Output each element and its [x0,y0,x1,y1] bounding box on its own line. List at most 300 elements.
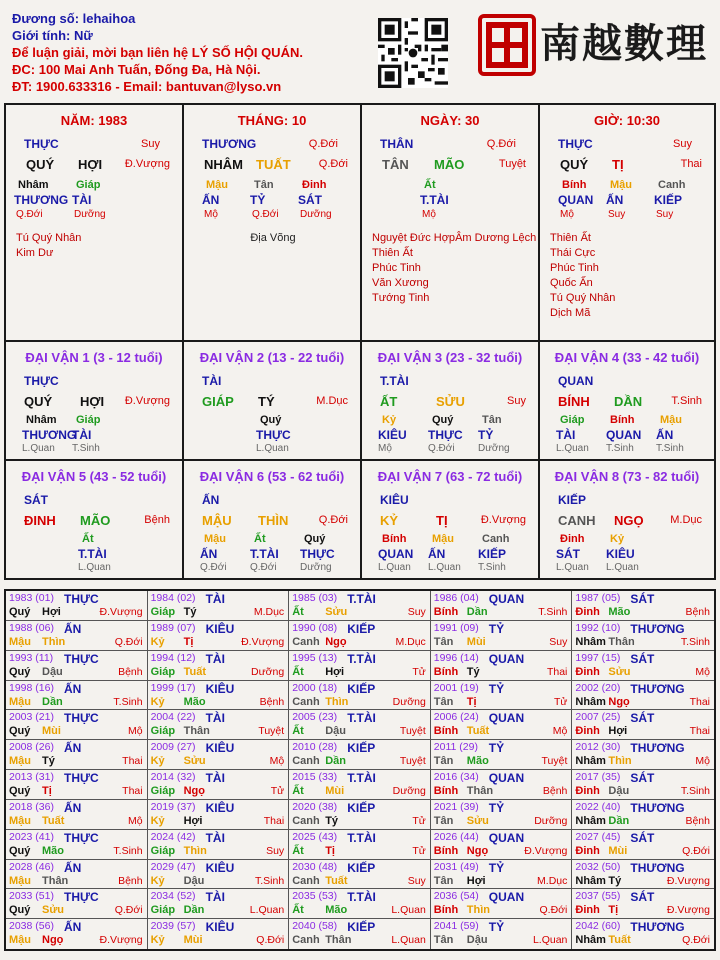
year-label: 1998 (16) [9,681,54,694]
stage: Suy [507,395,526,407]
year-stem: Kỷ [150,814,165,827]
year-branch: Hợi [183,814,203,827]
year-branch: Hợi [42,606,61,618]
heaven-stem: NHÂM [204,157,243,172]
qr-code-icon[interactable] [378,18,448,88]
year-ten-god: QUAN [488,711,525,726]
year-stem: Ất [292,725,304,738]
year-cell[interactable] [6,591,148,621]
year-ten-god: SÁT [630,592,655,606]
hidden-god: THƯƠNG [14,193,69,207]
pillar-cell-3 [540,105,714,342]
phone-email-line[interactable]: ĐT: 1900.633316 - Email: bantuvan@lyso.vn [12,79,282,94]
hidden-stem: Mậu [206,179,228,191]
header-info [12,10,372,95]
year-stage: Đ.Vượng [99,934,143,947]
year-branch: Dậu [608,785,630,797]
year-stage: Dưỡng [534,814,568,827]
dai-van-title: ĐẠI VẬN 3 (23 - 32 tuổi) [377,350,523,365]
year-cell[interactable] [6,770,148,800]
year-label: 2020 (38) [292,800,338,813]
star-item: Địa Võng [250,232,296,244]
hidden-god: KIẾP [654,193,683,207]
year-label: 1997 (15) [575,651,621,664]
year-stage: Thai [122,755,143,768]
hidden-stem: Tân [482,414,502,426]
stage: Đ.Vượng [124,158,170,170]
year-cell[interactable] [289,651,431,681]
year-cell[interactable] [6,919,148,949]
year-ten-god: KIÊU [205,621,235,636]
year-stem: Đinh [575,904,600,917]
year-ten-god: KIẾP [347,860,376,875]
hidden-stage: L.Quan [556,443,589,454]
year-label: 1987 (05) [575,592,621,604]
year-stem: Tân [433,934,454,947]
star-item: Nguyệt Đức Hợp [372,232,456,244]
pillar-cell-2 [362,105,540,342]
year-label: 2035 (53) [292,890,338,903]
year-stage: Đ.Vượng [666,874,710,887]
dai-van-cell-8[interactable] [540,461,714,580]
year-cell[interactable] [431,860,573,890]
year-ten-god: QUAN [488,651,525,666]
year-cell[interactable] [148,710,290,740]
year-stem: Kỷ [150,934,165,947]
hidden-stage: L.Quan [428,562,461,573]
year-stem: Nhâm [575,695,606,708]
year-label: 1983 (01) [9,592,54,604]
year-branch: Tị [325,844,335,857]
year-branch: Ngọ [42,934,64,947]
hidden-stage: Mộ [378,443,392,454]
year-label: 2011 (29) [433,741,478,754]
year-label: 2041 (59) [433,920,479,933]
ten-god: TÀI [202,374,222,388]
dai-van-title: ĐẠI VẬN 8 (73 - 82 tuổi) [554,469,700,484]
year-ten-god: THỰC [64,592,99,606]
year-label: 2040 (58) [292,920,338,933]
year-stage: Tử [553,695,568,708]
stage: Đ.Vượng [480,514,526,526]
hidden-stage: Suy [656,209,674,220]
year-stem: Mậu [9,755,31,768]
heaven-stem: BÍNH [558,394,590,409]
year-stem: Giáp [150,665,176,678]
year-label: 2016 (34) [433,771,479,783]
year-cell[interactable] [148,919,290,949]
year-branch: Sửu [42,904,65,917]
hidden-stem: Kỷ [382,414,397,426]
heaven-stem: ẤT [380,394,398,409]
year-stem: Đinh [575,665,600,678]
year-cell[interactable] [289,889,431,919]
year-branch: Thân [325,934,352,947]
hidden-stage: L.Quan [556,562,589,573]
year-cell[interactable] [148,651,290,681]
year-stage: Q.Đới [114,904,143,917]
year-cell[interactable] [431,800,573,830]
year-ten-god: KIẾP [347,800,376,815]
year-label: 1995 (13) [292,651,338,664]
year-stage: M.Dục [395,635,426,648]
year-label: 2019 (37) [150,800,196,813]
hidden-god: THỰC [428,428,463,442]
year-branch: Thìn [325,695,349,708]
year-ten-god: T.TÀI [347,890,376,905]
dai-van-cell-5[interactable] [6,461,184,580]
annual-luck-table [4,589,716,951]
year-cell[interactable] [148,889,290,919]
year-cell[interactable] [289,860,431,890]
year-stage: T.Sinh [538,606,568,618]
year-cell[interactable] [6,710,148,740]
hidden-stage: Mộ [422,209,436,220]
year-cell[interactable] [6,860,148,890]
stage: Tuyệt [498,158,526,170]
year-branch: Tý [608,874,622,887]
year-stem: Mậu [9,814,31,827]
year-cell[interactable] [289,800,431,830]
year-cell[interactable] [431,621,573,651]
year-branch: Dậu [42,665,63,678]
year-branch: Sửu [466,814,489,827]
year-cell[interactable] [572,919,714,949]
year-stage: Suy [407,606,426,618]
year-stage: L.Quan [391,934,426,947]
star-item: Âm Dương Lệch [455,232,537,244]
year-cell[interactable] [572,889,714,919]
year-label: 2008 (26) [9,741,54,754]
year-stem: Ất [292,904,304,917]
stage-top: Suy [141,138,160,150]
year-cell[interactable] [6,889,148,919]
year-stem: Tân [433,814,454,827]
year-cell[interactable] [431,681,573,711]
earth-branch: HỢI [78,157,103,172]
year-stem: Quý [9,725,31,738]
year-stem: Kỷ [150,874,165,887]
year-label: 2026 (44) [433,830,479,843]
year-stage: Đ.Vượng [241,635,285,648]
year-branch: Mão [466,755,489,768]
year-branch: Tuất [42,814,65,827]
year-branch: Ngọ [466,844,489,857]
hidden-god: TỶ [250,193,266,207]
year-cell[interactable] [289,740,431,770]
year-cell[interactable] [148,800,290,830]
hidden-stage: T.Sinh [478,562,506,573]
stage: Đ.Vượng [124,395,170,407]
year-cell[interactable] [148,830,290,860]
year-ten-god: THỰC [64,830,99,845]
pillar-title: GIỜ: 10:30 [593,113,660,128]
star-item: Phúc Tinh [372,262,421,274]
year-cell[interactable] [572,591,714,621]
year-branch: Sửu [183,755,206,768]
year-branch: Thìn [608,755,632,768]
year-stem: Giáp [150,904,176,917]
dai-van-cell-6[interactable] [184,461,362,580]
year-label: 2018 (36) [9,800,54,813]
year-label: 1991 (09) [433,621,479,634]
year-stem: Bính [433,665,459,678]
hidden-stem: Đinh [302,179,327,191]
year-ten-god: ẤN [64,621,82,636]
year-cell[interactable] [431,710,573,740]
year-label: 2012 (30) [575,741,621,754]
year-ten-god: THƯƠNG [630,741,685,756]
year-branch: Thân [608,635,635,648]
hidden-stage: Q.Đới [200,562,227,573]
year-stage: Suy [266,844,285,857]
year-cell[interactable] [6,800,148,830]
year-branch: Tị [466,695,477,708]
year-stem: Canh [292,934,320,947]
year-stage: Mộ [128,814,143,827]
year-branch: Dậu [466,934,488,947]
pillar-title: NĂM: 1983 [60,113,128,128]
year-ten-god: T.TÀI [347,771,376,785]
year-cell[interactable] [431,740,573,770]
earth-branch: THÌN [258,513,289,528]
heaven-stem: QUÝ [26,157,55,172]
year-stage: Tuyệt [258,725,285,738]
star-item: Dịch Mã [550,307,591,319]
year-ten-god: THƯƠNG [630,681,685,696]
year-label: 2004 (22) [150,711,196,724]
dai-van-cell-7[interactable] [362,461,540,580]
year-ten-god: KIÊU [205,681,235,696]
year-ten-god: T.TÀI [347,830,376,845]
stage: Bệnh [144,514,170,526]
hidden-stage: Mộ [204,209,218,220]
year-cell[interactable] [431,830,573,860]
year-stage: Bệnh [118,874,143,887]
year-label: 1993 (11) [9,651,54,664]
year-ten-god: TỶ [488,860,505,875]
stage: Q.Đới [318,158,348,170]
hidden-stage: Mộ [560,209,574,220]
year-ten-god: THỰC [64,651,99,666]
year-branch: Mùi [608,844,628,857]
ten-god: THỰC [24,137,59,151]
year-branch: Dần [183,904,205,917]
ten-god: THƯƠNG [202,137,257,151]
year-branch: Hợi [608,725,628,738]
hidden-stem: Ất [254,533,266,545]
year-cell[interactable] [6,740,148,770]
earth-branch: MÃO [434,157,465,172]
year-ten-god: KIẾP [347,741,376,756]
hidden-stem: Canh [658,179,686,191]
year-stage: L.Quan [532,934,568,947]
year-stage: T.Sinh [680,785,710,797]
brand-logo-text: 南越數理 [540,20,708,67]
earth-branch: MÃO [80,513,111,528]
year-stage: Mộ [269,755,285,768]
year-branch: Hợi [325,665,345,678]
year-stage: Đ.Vượng [524,844,568,857]
year-stem: Bính [433,904,459,917]
year-ten-god: T.TÀI [347,592,376,606]
heaven-stem: KỶ [380,513,399,528]
earth-branch: NGỌ [614,513,644,528]
year-label: 2003 (21) [9,711,54,724]
year-stage: Tử [270,785,285,797]
year-cell[interactable] [6,681,148,711]
year-stage: Thai [689,695,710,708]
year-ten-god: THƯƠNG [630,800,685,815]
year-stem: Canh [292,874,320,887]
year-stage: Thai [546,665,568,678]
hidden-stem: Đinh [560,533,585,545]
year-cell[interactable] [6,651,148,681]
year-cell[interactable] [572,681,714,711]
year-cell[interactable] [431,770,573,800]
year-stem: Mậu [9,874,31,887]
year-label: 2029 (47) [150,860,196,873]
year-branch: Tị [42,785,52,797]
year-stem: Canh [292,814,320,827]
hidden-stem: Quý [432,414,454,426]
year-ten-god: ẤN [64,741,82,756]
year-cell[interactable] [431,889,573,919]
stage: T.Sinh [671,395,702,407]
year-branch: Dần [466,606,488,618]
dai-van-cell-4[interactable] [540,342,714,461]
year-branch: Tuất [183,665,206,678]
year-stem: Nhâm [575,874,606,887]
stage-top: Suy [673,138,692,150]
year-stem: Quý [9,785,31,797]
year-branch: Dậu [325,725,346,738]
dai-van-title: ĐẠI VẬN 6 (53 - 62 tuổi) [199,469,345,484]
year-label: 2036 (54) [433,890,479,903]
year-cell[interactable] [572,710,714,740]
year-cell[interactable] [6,830,148,860]
year-stage: Tuyệt [399,755,426,768]
year-cell[interactable] [148,740,290,770]
hidden-stage: L.Quan [256,443,289,454]
year-cell[interactable] [148,681,290,711]
year-stage: Thai [263,814,285,827]
year-cell[interactable] [572,740,714,770]
year-cell[interactable] [289,710,431,740]
year-cell[interactable] [572,651,714,681]
stage: Thai [680,158,702,170]
year-label: 2037 (55) [575,890,621,903]
year-cell[interactable] [289,919,431,949]
year-ten-god: KIẾP [347,920,376,935]
star-item: Phúc Tinh [550,262,599,274]
year-stage: Q.Đới [682,844,710,857]
year-branch: Thìn [183,844,207,857]
year-cell[interactable] [572,621,714,651]
year-ten-god: TỶ [488,681,505,696]
earth-branch: HỢI [80,394,105,409]
year-stem: Đinh [575,725,600,738]
year-stage: Tử [412,844,426,857]
year-label: 2022 (40) [575,800,621,813]
year-label: 2027 (45) [575,830,621,843]
year-ten-god: ẤN [64,860,82,875]
year-cell[interactable] [6,621,148,651]
year-cell[interactable] [148,621,290,651]
contact-line[interactable]: Để luận giải, mời bạn liên hệ LÝ SỐ HỘI QUÁN. [12,45,303,60]
year-stem: Đinh [575,844,600,857]
hidden-god: T.TÀI [78,547,107,561]
year-stage: Q.Đới [114,635,143,648]
year-branch: Tý [183,606,197,618]
year-stage: Mộ [695,665,710,678]
year-cell[interactable] [572,860,714,890]
hidden-god: TÀI [72,193,92,207]
year-cell[interactable] [148,860,290,890]
heaven-stem: CANH [558,513,596,528]
hidden-stage: L.Quan [378,562,411,573]
year-cell[interactable] [289,621,431,651]
year-cell[interactable] [431,651,573,681]
year-cell[interactable] [289,770,431,800]
year-ten-god: KIẾP [347,621,376,636]
year-cell[interactable] [572,800,714,830]
year-label: 2000 (18) [292,681,338,694]
hidden-god: T.TÀI [250,547,279,561]
owner-name: Đương số: lehaihoa [12,11,136,26]
pillar-title: NGÀY: 30 [420,113,480,128]
year-stem: Tân [433,695,454,708]
hidden-god: TÀI [556,428,576,442]
dai-van-cell-3[interactable] [362,342,540,461]
year-stem: Canh [292,755,320,768]
ten-god: THỰC [24,374,59,388]
year-stem: Kỷ [150,755,165,768]
year-stem: Ất [292,665,304,678]
year-cell[interactable] [289,591,431,621]
year-cell[interactable] [289,830,431,860]
year-ten-god: TÀI [205,890,225,905]
earth-branch: TỊ [436,513,448,528]
year-stem: Kỷ [150,695,165,708]
dai-van-cell-2[interactable] [184,342,362,461]
stage: M.Dục [316,395,348,407]
year-label: 2009 (27) [150,741,196,754]
year-stage: Q.Đới [539,904,568,917]
year-label: 2010 (28) [292,741,338,754]
year-branch: Tuất [325,874,348,887]
year-cell[interactable] [148,770,290,800]
year-stem: Tân [433,874,454,887]
dai-van-cell-1[interactable] [6,342,184,461]
star-item: Thiên Ất [550,232,591,244]
year-cell[interactable] [289,681,431,711]
year-cell[interactable] [148,591,290,621]
hidden-god: KIÊU [378,428,407,442]
year-ten-god: KIÊU [205,741,235,756]
hidden-stage: L.Quan [78,562,111,573]
year-cell[interactable] [431,591,573,621]
year-cell[interactable] [572,770,714,800]
year-stem: Ất [292,606,304,618]
year-cell[interactable] [431,919,573,949]
hidden-god: KIÊU [606,547,635,561]
year-cell[interactable] [572,830,714,860]
year-branch: Ngọ [608,695,630,708]
year-stage: T.Sinh [113,844,143,857]
hidden-stage: L.Quan [606,562,639,573]
address-line: ĐC: 100 Mai Anh Tuấn, Đống Đa, Hà Nội. [12,62,261,77]
